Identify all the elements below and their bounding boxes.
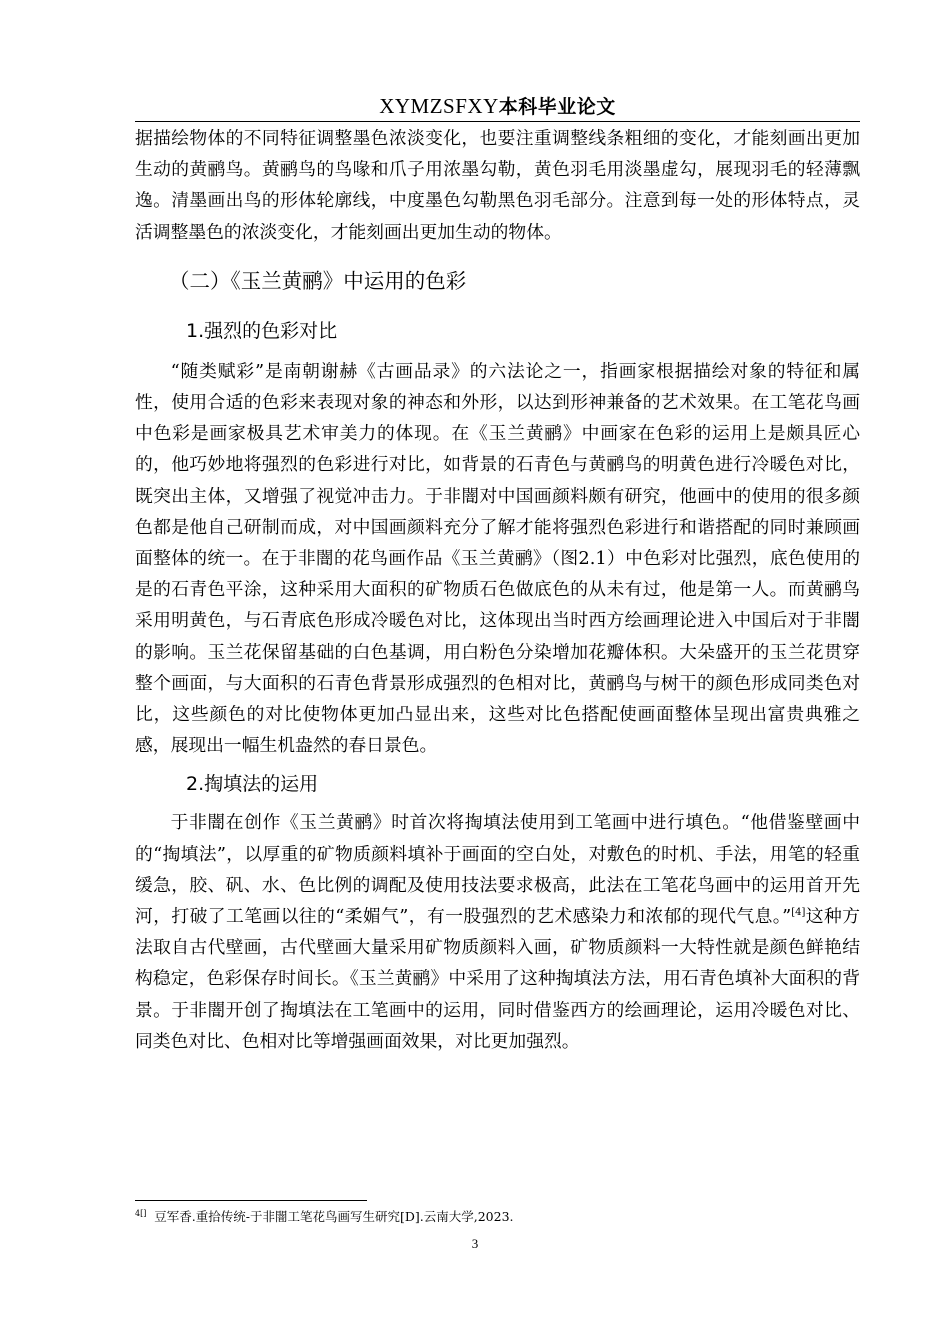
paragraph-taotian-method <box>135 807 860 1057</box>
page-number: 3 <box>471 1236 479 1251</box>
footnote-mark: 4[] <box>135 1209 147 1218</box>
header-code: XYMZSFXY <box>379 94 499 118</box>
citation-ref[interactable]: [4] <box>791 907 806 919</box>
header-title: 本科毕业论文 <box>498 96 616 118</box>
footnote-text: 豆军香.重拾传统-于非闇工笔花鸟画写生研究[D].云南大学,2023. <box>154 1209 514 1224</box>
page-header <box>135 92 860 121</box>
header-rule <box>135 121 860 122</box>
footnote <box>135 1208 860 1226</box>
section-title: （二）《玉兰黄鹂》中运用的色彩 <box>169 268 467 293</box>
body-text <box>135 123 860 1057</box>
footnote-rule <box>135 1200 367 1201</box>
subsection-title-2: 2.掏填法的运用 <box>186 773 319 796</box>
paragraph-rest: 这种方法取自古代壁画，古代壁画大量采用矿物质颜料入画，矿物质颜料一大特性就是颜色鲜艳结构稳定，色彩保存时间长。《玉兰黄鹂》中采用了这种掏填法方法，用石青色填补大面积的背景。于非闇开创了掏填法在工笔画中的运用，同时借鉴西方的绘画理论，运用冷暖色对比、同类色对比、色相对比等增强画面效果，对比更加强烈。 <box>135 906 860 1052</box>
subsection-title-1: 1.强烈的色彩对比 <box>186 319 338 342</box>
paragraph-continued: 据描绘物体的不同特征调整墨色浓淡变化，也要注重调整线条粗细的变化，才能刻画出更加生动的黄鹂鸟。黄鹂鸟的鸟喙和爪子用浓墨勾勒，黄色羽毛用淡墨虚勾，展现羽毛的轻薄飘逸。清墨画出鸟的形体轮廓线，中度墨色勾勒黑色羽毛部分。注意到每一处的形体特点，灵活调整墨色的浓淡变化，才能刻画出更加生动的物体。 <box>135 128 860 243</box>
paragraph-color-contrast: “随类赋彩”是南朝谢赫《古画品录》的六法论之一，指画家根据描绘对象的特征和属性，使用合适的色彩来表现对象的神态和外形，以达到形神兼备的艺术效果。在工笔花鸟画中色彩是画家极具艺术审美力的体现。在《玉兰黄鹂》中画家在色彩的运用上是颇具匠心的，他巧妙地将强烈的色彩进行对比，如背景的石青色与黄鹂鸟的明黄色进行冷暖色对比，既突出主体，又增强了视觉冲击力。于非闇对中国画颜料颇有研究，他画中的使用的很多颜色都是他自己研制而成，对中国画颜料充分了解才能将强烈色彩进行和谐搭配的同时兼顾画面整体的统一。在于非闇的花鸟画作品《玉兰黄鹂》（图2.1）中色彩对比强烈，底色使用的是的石青色平涂，这种采用大面积的矿物质石色做底色的从未有过，他是第一人。而黄鹂鸟采用明黄色，与石青底色形成冷暖色对比，这体现出当时西方绘画理论进入中国后对于非闇的影响。玉兰花保留基础的白色基调，用白粉色分染增加花瓣体积。大朵盛开的玉兰花贯穿整个画面，与大面积的石青色背景形成强烈的色相对比，黄鹂鸟与树干的颜色形成同类色对比，这些颜色的对比使物体更加凸显出来，这些对比色搭配使画面整体呈现出富贵典雅之感，展现出一幅生机盎然的春日景色。 <box>135 360 860 757</box>
quote-text: 于非闇在创作《玉兰黄鹂》时首次将掏填法使用到工笔画中进行填色。“他借鉴壁画中的“掏填法”，以厚重的矿物质颜料填补于画面的空白处，对敷色的时机、手法，用笔的轻重缓急，胶、矾、水、色比例的调配及使用技法要求极高，此法在工笔花鸟画中的运用首开先河，打破了工笔画以往的“柔媚气”，有一股强烈的艺术感染力和浓郁的现代气息。” <box>135 812 860 928</box>
